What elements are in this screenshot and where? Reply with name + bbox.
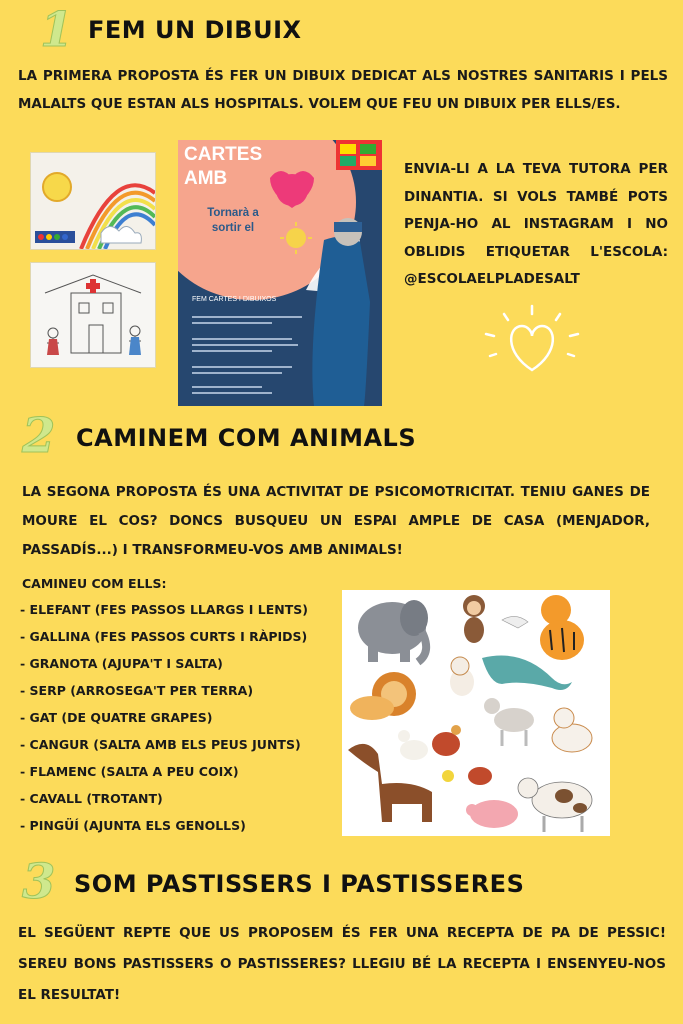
list-item: - CAVALL (TROTANT) <box>20 791 163 806</box>
section-1-intro: LA PRIMERA PROPOSTA ÉS FER UN DIBUIX DEDICAT ALS NOSTRES SANITARIS I PELS MALALTS QUE ESTAN ALS HOSPITALS. VOLEM QUE FEU UN DIBUIX PER ELLS/ES. <box>18 68 668 112</box>
section-1-side-text: ENVIA-LI A LA TEVA TUTORA PER DINANTIA. SI VOLS TAMBÉ POTS PENJA-HO AL INSTAGRAM I NO OBLIDIS ETIQUETAR L'ESCOLA: @ESCOLAELPLADESALT <box>404 161 668 287</box>
drawing-photo-hospital <box>30 262 156 368</box>
section-3-title: SOM PASTISSERS I PASTISSERES <box>74 870 525 898</box>
poster-heart-caption: Tornarà a sortir el <box>207 207 259 234</box>
drawing-photo-rainbow <box>30 152 156 250</box>
cartes-poster <box>178 140 382 406</box>
list-item: - SERP (ARROSEGA'T PER TERRA) <box>20 683 254 698</box>
poster-title-line2: AMB <box>184 168 228 189</box>
animals-illustration <box>342 590 610 836</box>
section-2-number: 2 <box>22 408 56 464</box>
list-item: - GALLINA (FES PASSOS CURTS I RÀPIDS) <box>20 629 308 644</box>
poster-title-line1: CARTES <box>184 144 263 165</box>
list-item: - GAT (DE QUATRE GRAPES) <box>20 710 213 725</box>
list-item: - PINGÜÍ (AJUNTA ELS GENOLLS) <box>20 818 246 833</box>
list-item: - ELEFANT (FES PASSOS LLARGS I LENTS) <box>20 602 309 617</box>
section-1-number: 1 <box>40 2 74 58</box>
heart-icon <box>474 300 590 386</box>
list-item: - CANGUR (SALTA AMB ELS PEUS JUNTS) <box>20 737 301 752</box>
poster-caption: FEM CARTES I DIBUIXOS <box>192 296 277 303</box>
list-item: - FLAMENC (SALTA A PEU COIX) <box>20 764 239 779</box>
section-1-title: FEM UN DIBUIX <box>88 16 302 44</box>
section-3-number: 3 <box>22 854 56 910</box>
section-2-intro: LA SEGONA PROPOSTA ÉS UNA ACTIVITAT DE PSICOMOTRICITAT. TENIU GANES DE MOURE EL COS? DONCS BUSQUEU UN ESPAI AMPLE DE CASA (MENJADOR, PASSADÍS...) I TRANSFORMEU-VOS AMB ANIMALS! <box>22 484 650 558</box>
animal-list <box>20 596 308 839</box>
list-item: - GRANOTA (AJUPA'T I SALTA) <box>20 656 223 671</box>
animal-list-title: CAMINEU COM ELLS: <box>22 576 167 591</box>
section-2-title: CAMINEM COM ANIMALS <box>76 424 417 452</box>
section-3-intro: EL SEGÜENT REPTE QUE US PROPOSEM ÉS FER UNA RECEPTA DE PA DE PESSIC! SEREU BONS PASTISSERS O PASTISSERES? LLEGIU BÉ LA RECEPTA I ENSENYEU-NOS EL RESULTAT! <box>18 925 666 1003</box>
